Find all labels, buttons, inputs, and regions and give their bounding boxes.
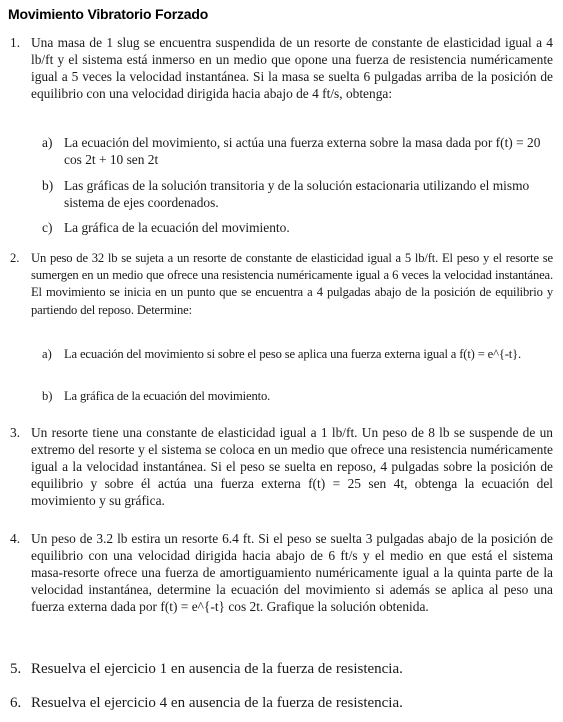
item-text: La gráfica de la ecuación del movimiento. bbox=[64, 389, 271, 403]
problem-1-item-a bbox=[42, 134, 552, 168]
problem-text: Un peso de 3.2 lb estira un resorte 6.4 ft. Si el peso se suelta 3 pulgadas abajo de la posición de equilibrio con una velocidad dirigida hacia abajo de 6 ft/s y el medio en que está el sistema masa-resorte ofrece una fuerza de amortiguamiento numéricamente igual a la quinta parte de la velocidad instantánea, determine la ecuación del movimiento si además se aplica al peso una fuerza externa dada por f(t) = e^{-t} cos 2t. Grafique la solución obtenida. bbox=[31, 531, 553, 614]
problem-3 bbox=[10, 424, 553, 509]
problem-2-item-b bbox=[42, 388, 552, 405]
item-text: La ecuación del movimiento si sobre el peso se aplica una fuerza externa igual a f(t) = e^{-t}. bbox=[64, 347, 522, 361]
problem-4 bbox=[10, 530, 553, 615]
problem-number: 2. bbox=[10, 251, 20, 265]
item-label: b) bbox=[42, 389, 53, 403]
problem-number: 1. bbox=[10, 35, 21, 50]
item-label: b) bbox=[42, 178, 54, 193]
problem-text: Resuelva el ejercicio 1 en ausencia de la fuerza de resistencia. bbox=[31, 661, 403, 677]
problem-2-item-a bbox=[42, 346, 552, 363]
problem-text: Un peso de 32 lb se sujeta a un resorte de constante de elasticidad igual a 5 lb/ft. El peso y el resorte se sumergen en un medio que ofrece una resistencia numéricamente igual a 6 veces la velocidad instantánea. El movimiento se inicia en un punto que se encuentra a 4 pulgadas abajo de la posición de equilibrio y partiendo del reposo. Determine: bbox=[31, 251, 553, 317]
page-title: Movimiento Vibratorio Forzado bbox=[8, 6, 209, 22]
item-text: La ecuación del movimiento, si actúa una fuerza externa sobre la masa dada por f(t) = 20 cos 2t + 10 sen 2t bbox=[64, 135, 541, 167]
problem-number: 6. bbox=[10, 695, 22, 711]
problem-1-item-c bbox=[42, 219, 552, 236]
problem-text: Resuelva el ejercicio 4 en ausencia de la fuerza de resistencia. bbox=[31, 695, 403, 711]
item-text: Las gráficas de la solución transitoria y de la solución estacionaria utilizando el mismo sistema de ejes coordenados. bbox=[64, 178, 530, 210]
item-label: c) bbox=[42, 220, 53, 235]
item-text: La gráfica de la ecuación del movimiento. bbox=[64, 220, 290, 235]
item-label: a) bbox=[42, 135, 53, 150]
problem-text: Un resorte tiene una constante de elasticidad igual a 1 lb/ft. Un peso de 8 lb se suspende de un extremo del resorte y el sistema se coloca en un medio que ofrece una resistencia numéricamente igual a la velocidad instantánea. Si el peso se suelta en reposo, 4 pulgadas sobre la posición de equilibrio y sobre él actúa una fuerza externa f(t) = 25 sen 4t, obtenga la ecuación del movimiento y su gráfica. bbox=[31, 425, 553, 508]
problem-5 bbox=[10, 661, 553, 678]
problem-6 bbox=[10, 695, 553, 712]
problem-2 bbox=[10, 250, 553, 319]
problem-text: Una masa de 1 slug se encuentra suspendida de un resorte de constante de elasticidad igual a 4 lb/ft y el sistema está inmerso en un medio que opone una fuerza de resistencia numéricamente igual a 5 veces la velocidad instantánea. Si la masa se suelta 6 pulgadas arriba de la posición de equilibrio con una velocidad dirigida hacia abajo de 4 ft/s, obtenga: bbox=[31, 35, 553, 101]
problem-number: 4. bbox=[10, 531, 21, 546]
problem-1 bbox=[10, 34, 553, 102]
problem-number: 5. bbox=[10, 661, 22, 677]
item-label: a) bbox=[42, 347, 52, 361]
problem-1-item-b bbox=[42, 177, 552, 211]
problem-number: 3. bbox=[10, 425, 21, 440]
